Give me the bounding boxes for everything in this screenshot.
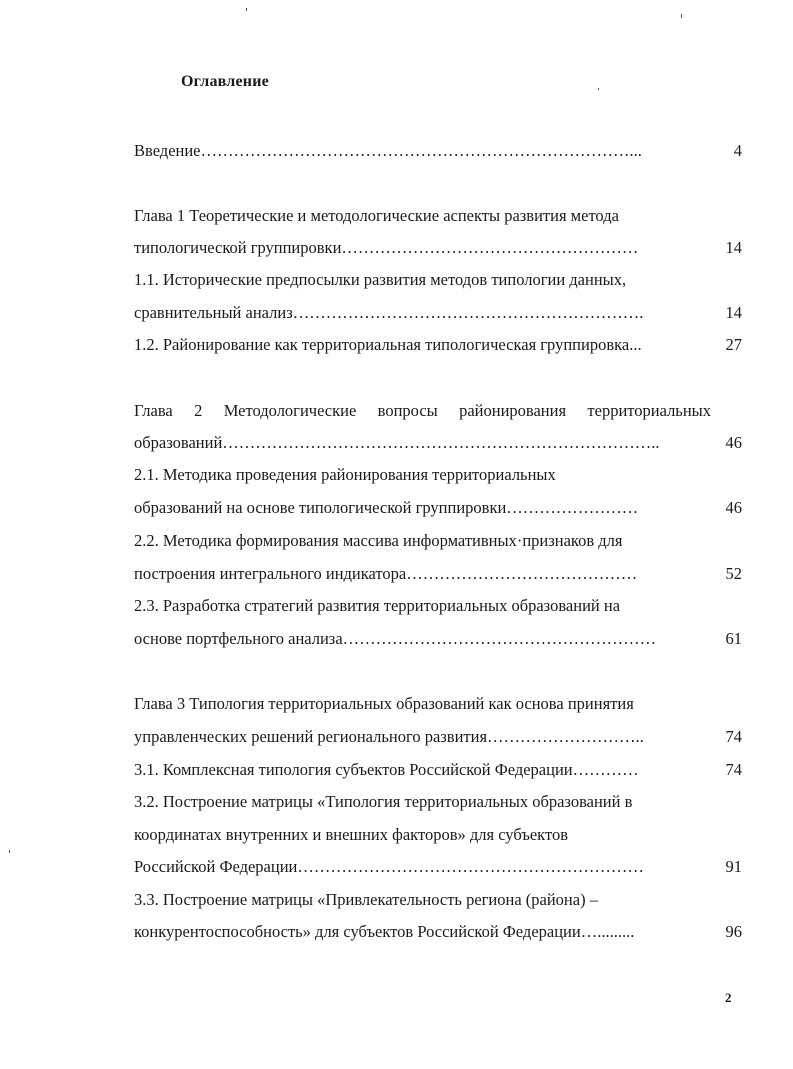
toc-page-ch3: 74 (725, 727, 742, 746)
toc-entry-s3-1: 3.1. Комплексная типология субъектов Российской Федерации………… (134, 760, 639, 779)
toc-entry-ch2-line2: образований…………………………………………………………………….. (134, 433, 660, 452)
toc-entry-s2-1-line1: 2.1. Методика проведения районирования территориальных (134, 465, 556, 484)
toc-entry-s2-2-line2: построения интегрального индикатора…………………………………… (134, 564, 638, 583)
toc-page-s3-3: 96 (725, 922, 742, 941)
toc-page-s2-1: 46 (725, 498, 742, 517)
scan-speck (598, 88, 599, 90)
toc-entry-ch2-line1: Глава 2 Методологические вопросы районирования территориальных (134, 401, 711, 420)
toc-entry-s3-2-line1: 3.2. Построение матрицы «Типология территориальных образований в (134, 792, 633, 811)
toc-entry-s1-1-line1: 1.1. Исторические предпосылки развития методов типологии данных, (134, 270, 627, 289)
scan-speck (9, 850, 10, 853)
page-number: 2 (725, 990, 732, 1005)
scan-speck (246, 8, 247, 11)
toc-entry-s2-3-line1: 2.3. Разработка стратегий развития территориальных образований на (134, 596, 621, 615)
toc-page-s3-1: 74 (725, 760, 742, 779)
toc-entry-s3-2-line2: координатах внутренних и внешних факторов» для субъектов (134, 825, 569, 844)
toc-page-ch1: 14 (725, 238, 742, 257)
toc-entry-s3-3-line1: 3.3. Построение матрицы «Привлекательность региона (района) – (134, 890, 598, 909)
toc-entry-s2-1-line2: образований на основе типологической группировки…………………… (134, 498, 639, 517)
toc-entry-ch3-line2: управленческих решений регионального развития……………………….. (134, 727, 644, 746)
toc-entry-ch1-line1: Глава 1 Теоретические и методологические аспекты развития метода (134, 206, 619, 225)
toc-page-s1-2: 27 (725, 335, 742, 354)
toc-entry-s1-2: 1.2. Районирование как территориальная типологическая группировка... (134, 335, 642, 354)
toc-entry-ch3-line1: Глава 3 Типология территориальных образований как основа принятия (134, 694, 634, 713)
toc-page-intro: 4 (733, 141, 742, 160)
toc-entry-s2-2-line1: 2.2. Методика формирования массива информативных·признаков для (134, 531, 623, 550)
toc-entry-ch1-line2: типологической группировки……………………………………………… (134, 238, 639, 257)
toc-entry-s2-3-line2: основе портфельного анализа………………………………………………… (134, 629, 657, 648)
toc-page-s3-2: 91 (725, 857, 742, 876)
toc-page-s2-3: 61 (725, 629, 742, 648)
toc-page-ch2: 46 (725, 433, 742, 452)
toc-page-s1-1: 14 (725, 303, 742, 322)
toc-entry-s3-2-line3: Российской Федерации……………………………………………………… (134, 857, 644, 876)
toc-heading: Оглавление (181, 73, 269, 90)
toc-entry-intro: Введение……………………………………………………………………... (134, 141, 642, 160)
scan-speck (681, 14, 682, 18)
toc-entry-s1-1-line2: сравнительный анализ………………………………………………………. (134, 303, 644, 322)
toc-page-s2-2: 52 (725, 564, 742, 583)
toc-entry-s3-3-line2: конкурентоспособность» для субъектов Российской Федерации…......... (134, 922, 635, 941)
